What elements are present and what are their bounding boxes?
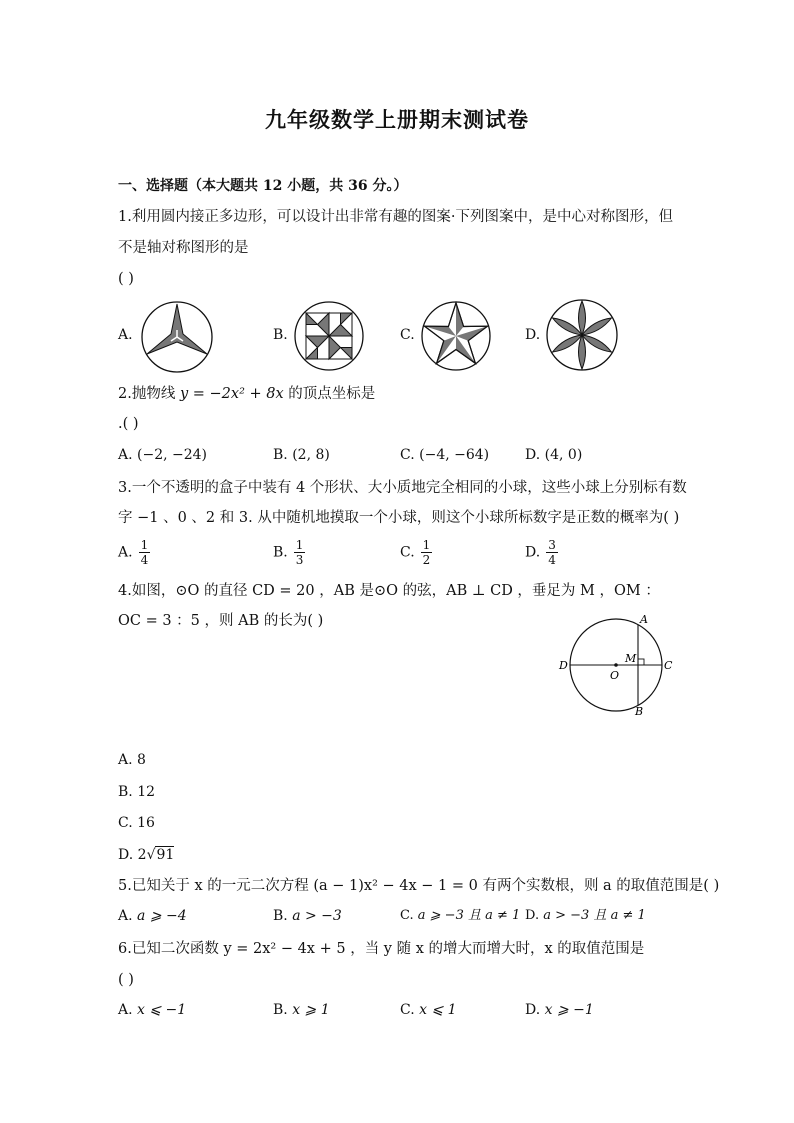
q6-option-d-value: x ⩾ −1 xyxy=(544,1002,594,1018)
q5-option-d xyxy=(525,906,646,926)
q1-text-line2: 不是轴对称图形的是 xyxy=(118,240,249,256)
q6-text: 6.已知二次函数 y = 2x² − 4x + 5 ，当 y 随 x 的增大而增大时，x 的取值范围是 xyxy=(118,941,645,957)
q4-text-line1: 4.如图，⊙O 的直径 CD = 20 ，AB 是⊙O 的弦，AB ⊥ CD ，垂足为 M ，OM ： xyxy=(118,583,660,599)
q2-option-d-value: (4, 0) xyxy=(544,447,583,463)
q2-formula: y = −2x² + 8x xyxy=(179,386,284,402)
q2-option-c-value: (−4, −64) xyxy=(419,447,490,463)
q5-option-c xyxy=(400,906,520,926)
q4-option-a xyxy=(118,750,146,770)
q2-option-b xyxy=(273,445,330,465)
q3-option-b-denominator: 3 xyxy=(295,553,304,567)
q4-option-b-value: 12 xyxy=(137,784,156,800)
q3-text-line1: 3.一个不透明的盒子中装有 4 个形状、大小质地完全相同的小球，这些小球上分别标有数 xyxy=(118,480,687,496)
q5-option-b-label: B. xyxy=(273,908,288,924)
q3-option-d-numerator: 3 xyxy=(548,538,556,552)
q5-option-a-label: A. xyxy=(118,908,133,924)
q4-circle-diagram xyxy=(556,610,680,720)
q1-option-c-figure xyxy=(420,300,492,372)
q6-option-b-label: B. xyxy=(273,1002,288,1018)
q4-label-m: M xyxy=(625,652,637,665)
q1-option-c-label: C. xyxy=(400,327,415,343)
q4-option-d xyxy=(118,845,174,865)
q3-option-a-denominator: 4 xyxy=(140,553,149,567)
q1-option-a-figure xyxy=(140,300,214,374)
q6-answer-paren: ( ) xyxy=(118,972,134,988)
q3-option-b-fraction xyxy=(294,538,306,567)
q4-option-d-value: 2√91 xyxy=(137,847,175,863)
q4-option-c xyxy=(118,813,155,833)
q1-option-a-label: A. xyxy=(118,327,133,343)
q4-center-point xyxy=(614,663,618,667)
q2-option-d-label: D. xyxy=(525,447,541,463)
q5-option-d-label: D. xyxy=(525,908,540,923)
q4-label-b: B xyxy=(635,705,644,718)
q5-option-b-value: a > −3 xyxy=(292,908,342,924)
q2-suffix: 的顶点坐标是 xyxy=(288,386,376,402)
q5-text: 5.已知关于 x 的一元二次方程 (a − 1)x² − 4x − 1 = 0 有两个实数根，则 a 的取值范围是( ) xyxy=(118,878,720,894)
q4-option-a-label: A. xyxy=(118,752,133,768)
q3-option-a-fraction xyxy=(139,538,151,567)
q6-option-b xyxy=(273,1000,330,1020)
q3-option-d-fraction xyxy=(546,538,558,567)
q5-option-a xyxy=(118,906,187,926)
q6-option-a-value: x ⩽ −1 xyxy=(137,1002,187,1018)
q6-option-c-label: C. xyxy=(400,1002,415,1018)
q1-answer-paren: ( ) xyxy=(118,271,134,287)
q6-option-a-label: A. xyxy=(118,1002,133,1018)
q2-option-b-value: (2, 8) xyxy=(292,447,330,463)
q2-prefix: 2.抛物线 xyxy=(118,386,176,402)
q3-option-d xyxy=(525,538,558,567)
q1-option-b-figure xyxy=(293,300,365,372)
q4-right-angle-mark xyxy=(638,659,644,665)
exam-title: 九年级数学上册期末测试卷 xyxy=(265,107,529,132)
q2-option-b-label: B. xyxy=(273,447,288,463)
q3-option-c-numerator: 1 xyxy=(422,538,431,552)
q4-option-b xyxy=(118,782,155,802)
q5-option-d-value: a > −3 且 a ≠ 1 xyxy=(543,908,646,923)
q6-option-c-value: x ⩽ 1 xyxy=(419,1002,457,1018)
q3-option-c-denominator: 2 xyxy=(422,553,431,567)
q2-answer-paren: .( ) xyxy=(118,416,139,432)
q4-option-d-label: D. xyxy=(118,847,134,863)
q1-option-b-label: B. xyxy=(273,327,288,343)
q6-option-c xyxy=(400,1000,457,1020)
q4-text-line2: OC = 3 ：5 ，则 AB 的长为( ) xyxy=(118,613,324,629)
q2-text xyxy=(118,384,375,404)
q3-option-c-fraction xyxy=(421,538,433,567)
q6-option-d-label: D. xyxy=(525,1002,541,1018)
q2-option-c-label: C. xyxy=(400,447,415,463)
q5-option-a-value: a ⩾ −4 xyxy=(137,908,187,924)
q2-option-d xyxy=(525,445,582,465)
q5-option-c-value: a ⩾ −3 且 a ≠ 1 xyxy=(417,908,521,923)
q6-option-b-value: x ⩾ 1 xyxy=(292,1002,330,1018)
q5-option-c-label: C. xyxy=(400,908,414,923)
q4-option-b-label: B. xyxy=(118,784,133,800)
q3-option-b-numerator: 1 xyxy=(295,538,304,552)
q3-option-d-label: D. xyxy=(525,544,541,561)
q2-option-a-value: (−2, −24) xyxy=(137,447,208,463)
section-heading: 一、选择题（本大题共 12 小题，共 36 分。） xyxy=(118,178,408,194)
q4-option-c-label: C. xyxy=(118,815,133,831)
q3-option-c-label: C. xyxy=(400,544,415,561)
q1-option-d-label: D. xyxy=(525,327,541,343)
q4-option-d-coefficient: 2 xyxy=(137,847,147,863)
q4-option-d-radicand: 91 xyxy=(156,847,175,863)
q3-text-line2: 字 −1 、0 、2 和 3. 从中随机地摸取一个小球，则这个小球所标数字是正数的概率为( ) xyxy=(118,510,680,526)
q5-option-b xyxy=(273,906,342,926)
q2-option-c xyxy=(400,445,489,465)
q4-option-a-value: 8 xyxy=(137,752,146,768)
q3-option-d-denominator: 4 xyxy=(548,553,556,567)
q3-option-c xyxy=(400,538,432,567)
q3-option-b xyxy=(273,538,305,567)
q3-option-b-label: B. xyxy=(273,544,288,561)
q4-option-c-value: 16 xyxy=(137,815,155,831)
q6-option-d xyxy=(525,1000,594,1020)
q2-option-a xyxy=(118,445,207,465)
q4-label-o: O xyxy=(610,669,620,682)
q3-option-a-numerator: 1 xyxy=(140,538,149,552)
q1-option-d-figure xyxy=(545,298,619,372)
q4-label-d: D xyxy=(559,659,568,672)
q1-text-line1: 1.利用圆内接正多边形，可以设计出非常有趣的图案·下列图案中，是中心对称图形，但 xyxy=(118,209,673,225)
q3-option-a xyxy=(118,538,150,567)
q2-option-a-label: A. xyxy=(118,447,133,463)
q6-option-a xyxy=(118,1000,186,1020)
q3-option-a-label: A. xyxy=(118,544,133,561)
q4-label-a: A xyxy=(640,613,648,626)
q4-label-c: C xyxy=(664,659,673,672)
